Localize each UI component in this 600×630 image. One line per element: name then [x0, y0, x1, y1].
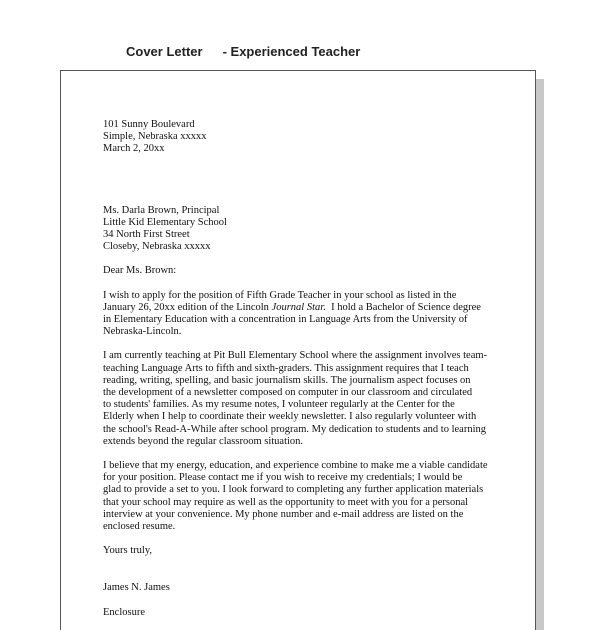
salutation: Dear Ms. Brown:: [103, 265, 177, 277]
p1-line2-end: I hold a Bachelor of Science degree: [325, 301, 481, 313]
p3-line: enclosed resume.: [103, 521, 176, 533]
p2-line: reading, writing, spelling, and basic journalism skills. The journalism aspect focuses on: [103, 374, 471, 386]
p2-line: teaching Language Arts to fifth and sixth-graders. This assignment requires that I teach: [103, 362, 469, 374]
p3-line: glad to provide a set to you. I look forward to completing any further application materials: [103, 484, 484, 496]
p2-line: extends beyond the regular classroom situation.: [103, 435, 304, 447]
sender-street: 101 Sunny Boulevard: [103, 119, 195, 130]
p1-line: I wish to apply for the position of Fifth Grade Teacher in your school as listed in the: [103, 289, 457, 301]
recipient-city: Closeby, Nebraska xxxxx: [103, 241, 211, 253]
p1-line: [103, 302, 503, 314]
p2-line: the development of a newsletter composed on computer in our classroom and circulated: [103, 387, 473, 399]
sender-city: Simple, Nebraska xxxxx: [103, 131, 207, 143]
p3-line: I believe that my energy, education, and experience combine to make me a viable candidate: [103, 460, 488, 472]
newspaper-name: Journal Star.: [271, 301, 326, 313]
p1-line: Nebraska-Lincoln.: [103, 326, 182, 338]
p3-line: interview at your convenience. My phone number and e-mail address are listed on the: [103, 508, 464, 520]
p3-line: for your position. Please contact me if you wish to receive my credentials; I would be: [103, 472, 463, 484]
paragraph-1: [103, 290, 503, 339]
p2-line: Elderly when I help to coordinate their weekly newsletter. I also regularly volunteer with: [103, 411, 477, 423]
letter-page: [60, 70, 536, 630]
p3-line: that your school may require as well as the opportunity to meet with you for a personal: [103, 496, 469, 508]
p2-line: I am currently teaching at Pit Bull Elementary School where the assignment involves team-: [103, 350, 488, 362]
recipient-school: Little Kid Elementary School: [103, 216, 227, 228]
paragraph-2: [103, 350, 503, 448]
recipient-name: Ms. Darla Brown, Principal: [103, 204, 220, 216]
letter-date: March 2, 20xx: [103, 143, 165, 155]
letter-body: [103, 119, 503, 619]
p1-line2-start: January 26, 20xx edition of the Lincoln: [103, 301, 272, 313]
sender-address: [103, 119, 503, 156]
title-cover-letter: Cover Letter: [126, 44, 203, 59]
enclosure-note: Enclosure: [103, 606, 145, 618]
p1-line: in Elementary Education with a concentration in Language Arts from the University of: [103, 314, 468, 326]
p2-line: to students' families. As my resume notes, I volunteer regularly at the Center for the: [103, 399, 455, 411]
paragraph-3: [103, 460, 503, 533]
title-experienced-teacher: - Experienced Teacher: [222, 44, 361, 59]
p2-line: the school's Read-A-While after school program. My dedication to students and to learning: [103, 423, 486, 435]
recipient-address: [103, 205, 503, 254]
closing: Yours truly,: [103, 545, 153, 557]
signature-name: James N. James: [103, 582, 170, 594]
recipient-street: 34 North First Street: [103, 229, 190, 241]
document-title: [126, 44, 360, 59]
